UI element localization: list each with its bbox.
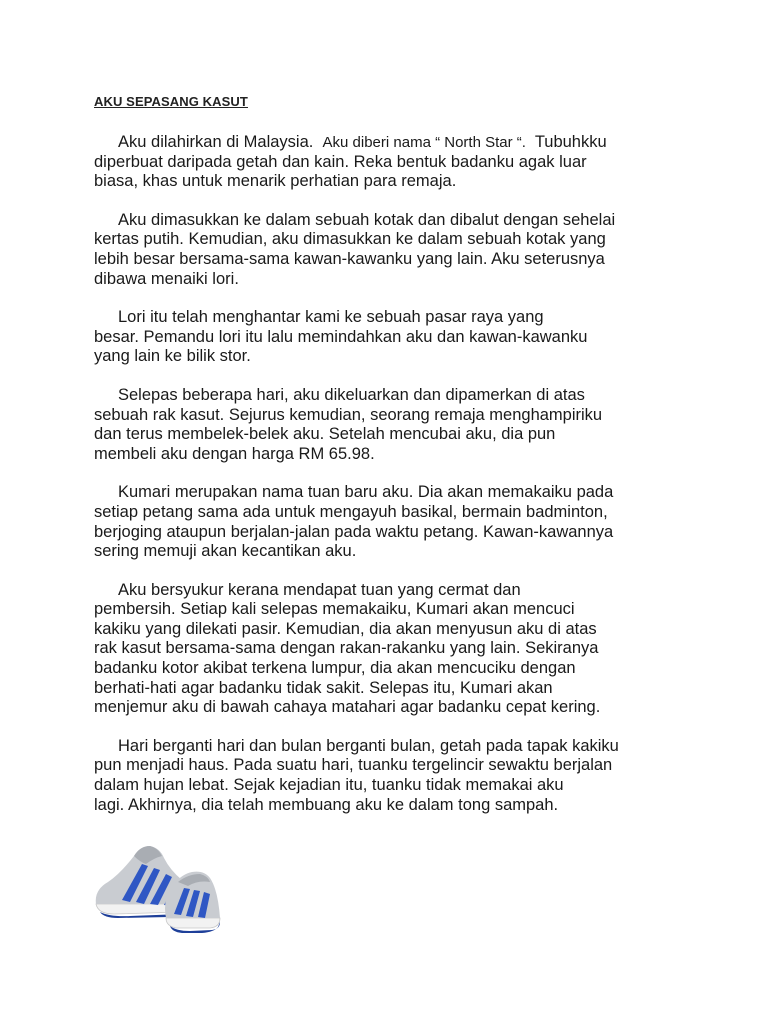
sneaker-image — [90, 834, 228, 934]
text-line: rak kasut bersama-sama dengan rakan-rakanku yang lain. Sekiranya — [94, 639, 599, 658]
text-line: kertas putih. Kemudian, aku dimasukkan ke dalam sebuah kotak yang — [94, 230, 606, 249]
paragraph-6 — [94, 581, 694, 718]
paragraph-1 — [94, 133, 694, 192]
text-line: Hari berganti hari dan bulan berganti bulan, getah pada tapak kakiku — [118, 736, 619, 755]
text-line: membeli aku dengan harga RM 65.98. — [94, 444, 375, 463]
text-line: Kumari merupakan nama tuan baru aku. Dia akan memakaiku pada — [118, 483, 614, 502]
shoe-name-text: Aku diberi nama “ North Star “. — [322, 134, 526, 151]
text-line: lebih besar bersama-sama kawan-kawanku yang lain. Aku seterusnya — [94, 249, 605, 268]
text-line: sebuah rak kasut. Sejurus kemudian, seorang remaja menghampiriku — [94, 405, 603, 424]
text-line: dalam hujan lebat. Sejak kejadian itu, tuanku tidak memakai aku — [94, 776, 564, 795]
story-body — [94, 133, 694, 815]
text-line: berhati-hati agar badanku tidak sakit. Selepas itu, Kumari akan — [94, 678, 553, 697]
text-line: sering memuji akan kecantikan aku. — [94, 542, 357, 561]
text-line: Lori itu telah menghantar kami ke sebuah pasar raya yang — [118, 308, 544, 327]
text-line: berjoging ataupun berjalan-jalan pada waktu petang. Kawan-kawannya — [94, 522, 614, 541]
paragraph-4 — [94, 386, 694, 464]
text-line: Aku dilahirkan di Malaysia. Aku diberi nama “ North Star “. Tubuhkku — [118, 133, 607, 151]
text-line: besar. Pemandu lori itu lalu memindahkan aku dan kawan-kawanku — [94, 327, 588, 346]
paragraph-3 — [94, 308, 694, 367]
text-line: setiap petang sama ada untuk mengayuh basikal, bermain badminton, — [94, 502, 608, 521]
paragraph-7 — [94, 737, 694, 815]
paragraph-2 — [94, 211, 694, 289]
text-line: Aku bersyukur kerana mendapat tuan yang cermat dan — [118, 580, 521, 599]
sneaker-pair-icon — [90, 834, 228, 934]
text-line: dibawa menaiki lori. — [94, 269, 239, 288]
text-line: pembersih. Setiap kali selepas memakaiku, Kumari akan mencuci — [94, 600, 575, 619]
text-line: badanku kotor akibat terkena lumpur, dia akan mencuciku dengan — [94, 659, 576, 678]
text-line: diperbuat daripada getah dan kain. Reka bentuk badanku agak luar — [94, 152, 587, 171]
text-line: pun menjadi haus. Pada suatu hari, tuanku tergelincir sewaktu berjalan — [94, 756, 613, 775]
page-title: AKU SEPASANG KASUT — [94, 94, 248, 109]
text-line: lagi. Akhirnya, dia telah membuang aku ke dalam tong sampah. — [94, 795, 559, 814]
text-line: Aku dimasukkan ke dalam sebuah kotak dan dibalut dengan sehelai — [118, 210, 616, 229]
text-line: kakiku yang dilekati pasir. Kemudian, dia akan menyusun aku di atas — [94, 619, 597, 638]
paragraph-5 — [94, 483, 694, 561]
text-line: yang lain ke bilik stor. — [94, 347, 251, 366]
text-line: Selepas beberapa hari, aku dikeluarkan dan dipamerkan di atas — [118, 385, 585, 404]
text-line: menjemur aku di bawah cahaya matahari agar badanku cepat kering. — [94, 698, 601, 717]
text-line: biasa, khas untuk menarik perhatian para remaja. — [94, 172, 457, 191]
text-line: dan terus membelek-belek aku. Setelah mencubai aku, dia pun — [94, 425, 556, 444]
